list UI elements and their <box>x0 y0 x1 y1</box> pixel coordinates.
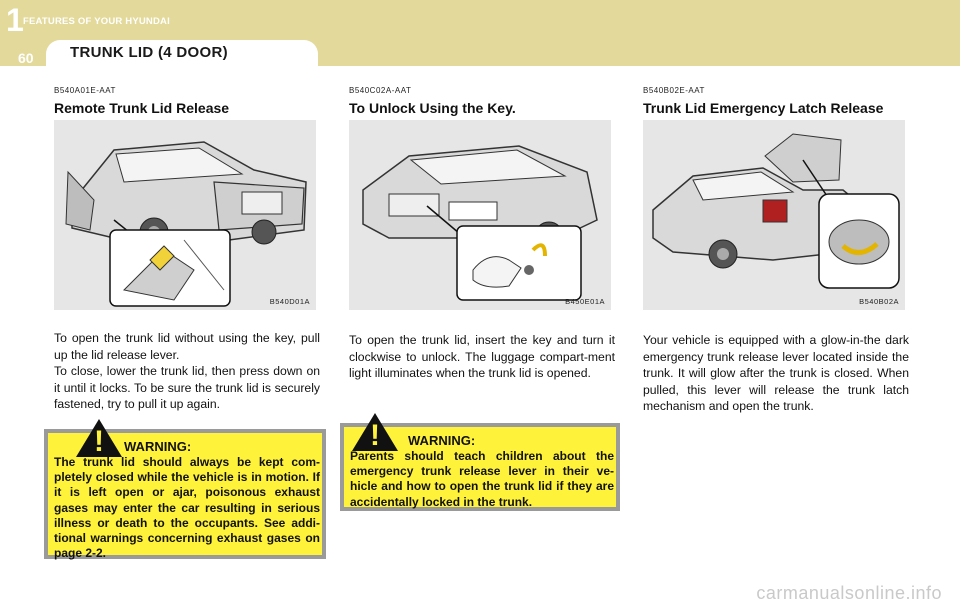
car-rear-illustration <box>54 120 316 310</box>
body-text: Your vehicle is equipped with a glow-in-the dark emergency trunk release lever located inside the trunk. It will glow after the trunk is closed. When pulled, this lever will release the trunk latch mechanism and open the trunk. <box>643 333 909 413</box>
warning-exclamation: ! <box>370 419 380 452</box>
figure-unlock-key <box>349 120 611 310</box>
chapter-title: FEATURES OF YOUR HYUNDAI <box>23 16 170 27</box>
figure-remote-release <box>54 120 316 310</box>
warning-title: WARNING: <box>124 439 192 454</box>
figure-caption: B540D01A <box>269 297 310 306</box>
column-unlock-key <box>349 86 617 380</box>
car-open-trunk-illustration <box>643 120 905 310</box>
warning-title: WARNING: <box>408 433 476 448</box>
figure-emergency-latch <box>643 120 905 310</box>
section-code: B540A01E-AAT <box>54 86 116 95</box>
section-code: B540B02E-AAT <box>643 86 705 95</box>
watermark: carmanualsonline.info <box>756 583 942 603</box>
warning-text: The trunk lid should always be kept com-pletely closed while the vehicle is in motion. If it is left open or ajar, poisonous exhaust gases may enter the car resulting in serious illness or death to the occupants. See addi-tional warnings concerning exhaust gases on page 2-2. <box>54 455 320 561</box>
section-code: B540C02A-AAT <box>349 86 412 95</box>
warning-exclamation: ! <box>94 425 104 458</box>
figure-caption: B540B02A <box>859 297 899 306</box>
section-heading: Trunk Lid Emergency Latch Release <box>643 100 884 116</box>
figure-caption: B450E01A <box>565 297 605 306</box>
body-text: To open the trunk lid without using the key, pull up the lid release lever. To close, lower the trunk lid, then press down on it until it locks. To be sure the trunk lid is securely fastened, try to pull it up again. <box>54 331 320 411</box>
page-number: 60 <box>18 50 34 66</box>
column-remote-release <box>54 86 322 411</box>
warning-box-emergency-lever <box>340 419 620 511</box>
warning-box-trunk-lid <box>44 425 326 561</box>
section-title: TRUNK LID (4 DOOR) <box>70 44 228 61</box>
warning-text: Parents should teach children about the emergency trunk release lever in their ve-hicle and how to open the trunk lid if they are accidentally locked in the trunk. <box>350 449 614 509</box>
chapter-number: 1 <box>6 2 24 38</box>
section-heading: To Unlock Using the Key. <box>349 100 516 116</box>
section-heading: Remote Trunk Lid Release <box>54 100 230 116</box>
body-text: To open the trunk lid, insert the key and turn it clockwise to unlock. The luggage compart-ment light illuminates when the trunk lid is opened. <box>349 333 615 380</box>
car-rear-key-illustration <box>349 120 611 310</box>
column-emergency-latch <box>643 86 911 413</box>
